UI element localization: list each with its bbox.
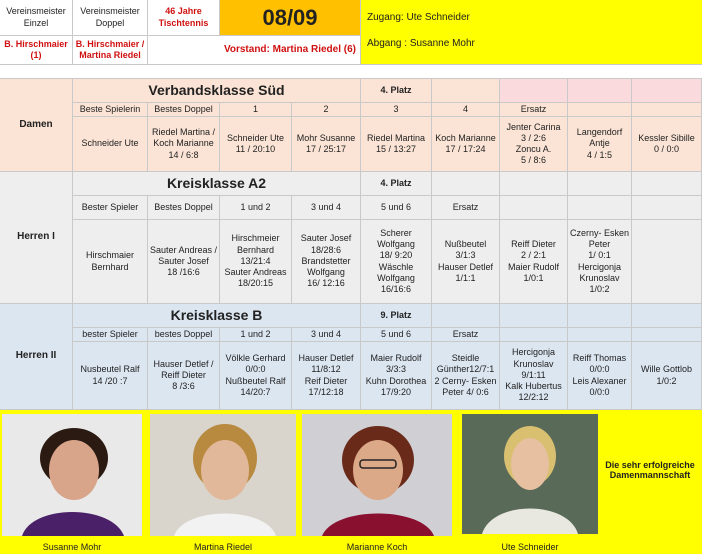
abgang-text: Abgang : Susanne Mohr <box>367 38 475 49</box>
herren1-value-0: Hirschmaier Bernhard <box>73 220 148 304</box>
herren1-value-5: Nußbeutel 3/1:3 Hauser Detlef 1/1:1 <box>432 220 500 304</box>
herren1-col-header-3: 3 und 4 <box>292 196 361 220</box>
herren1-title-filler-8 <box>568 172 632 196</box>
herren1-col-header-5: Ersatz <box>432 196 500 220</box>
damen-col-header-4: 3 <box>361 103 432 117</box>
damen-col-header-5: 4 <box>432 103 500 117</box>
herren2-col-header-2: 1 und 2 <box>220 328 292 342</box>
herren1-col-header-1: Bestes Doppel <box>148 196 220 220</box>
herren2-team-label: Herren II <box>0 304 73 410</box>
damen-title-filler-7 <box>500 79 568 103</box>
damen-value-4: Riedel Martina 15 / 13:27 <box>361 117 432 172</box>
season-title: 08/09 <box>220 0 361 36</box>
herren2-col-header-3: 3 und 4 <box>292 328 361 342</box>
damen-col-header-8 <box>632 103 702 117</box>
vm-doppel-label: Vereinsmeister Doppel <box>73 0 148 36</box>
photo-martina-riedel <box>150 414 296 536</box>
herren2-title-filler-9 <box>632 304 702 328</box>
herren1-value-4: Scherer Wolfgang 18/ 9:20 Wäschle Wolfgang 16/16:6 <box>361 220 432 304</box>
damen-col-header-7 <box>568 103 632 117</box>
damen-col-header-1: Bestes Doppel <box>148 103 220 117</box>
herren1-title-filler-7 <box>500 172 568 196</box>
damen-league-title: Verbandsklasse Süd <box>73 79 361 103</box>
herren2-value-1: Hauser Detlef / Reiff Dieter 8 /3:6 <box>148 342 220 410</box>
damen-title-filler-8 <box>568 79 632 103</box>
caption-3: Marianne Koch <box>346 542 408 552</box>
slogan-text: Die sehr erfolgreiche Damenmannschaft <box>605 460 695 480</box>
herren2-col-header-6 <box>500 328 568 342</box>
damen-value-1: Riedel Martina / Koch Marianne 14 / 6:8 <box>148 117 220 172</box>
damen-team-label: Damen <box>0 79 73 172</box>
herren2-value-8: Wille Gottlob 1/0:2 <box>632 342 702 410</box>
caption-2: Martina Riedel <box>193 542 253 552</box>
damen-col-header-0: Beste Spielerin <box>73 103 148 117</box>
damen-title-filler-6 <box>432 79 500 103</box>
damen-value-8: Kessler Sibille 0 / 0:0 <box>632 117 702 172</box>
herren1-league-title: Kreisklasse A2 <box>73 172 361 196</box>
damen-value-6: Jenter Carina 3 / 2:6 Zoncu A. 5 / 8:6 <box>500 117 568 172</box>
herren2-col-header-7 <box>568 328 632 342</box>
herren1-title-filler-6 <box>432 172 500 196</box>
vorstand-label: Vorstand: Martina Riedel (6) <box>148 36 361 65</box>
spacer-row <box>0 65 702 79</box>
herren1-value-6: Reiff Dieter 2 / 2:1 Maier Rudolf 1/0:1 <box>500 220 568 304</box>
damen-col-header-6: Ersatz <box>500 103 568 117</box>
caption-4: Ute Schneider <box>501 542 559 552</box>
herren1-value-2: Hirschmeier Bernhard 13/21:4 Sauter Andreas 18/20:15 <box>220 220 292 304</box>
herren2-col-header-5: Ersatz <box>432 328 500 342</box>
photo-ute-schneider <box>462 414 598 534</box>
herren2-value-3: Hauser Detlef 11/8:12 Reif Dieter 17/12:18 <box>292 342 361 410</box>
herren2-value-2: Völkle Gerhard 0/0:0 Nußbeutel Ralf 14/20:7 <box>220 342 292 410</box>
champion-einzel: B. Hirschmaier (1) <box>0 36 73 65</box>
zugang-abgang-box <box>361 0 702 65</box>
zugang-text: Zugang: Ute Schneider <box>367 12 470 23</box>
herren2-league-title: Kreisklasse B <box>73 304 361 328</box>
herren1-col-header-0: Bester Spieler <box>73 196 148 220</box>
herren2-title-filler-6 <box>432 304 500 328</box>
herren1-team-label: Herren I <box>0 172 73 304</box>
champion-doppel: B. Hirschmaier / Martina Riedel <box>73 36 148 65</box>
herren2-title-filler-8 <box>568 304 632 328</box>
photo-marianne-koch <box>302 414 452 536</box>
herren1-value-1: Sauter Andreas / Sauter Josef 18 /16:6 <box>148 220 220 304</box>
herren1-platz: 4. Platz <box>361 172 432 196</box>
herren1-col-header-4: 5 und 6 <box>361 196 432 220</box>
herren1-value-8 <box>632 220 702 304</box>
herren2-value-6: Hercigonja Krunoslav 9/1:11 Kalk Hubertus 12/2:12 <box>500 342 568 410</box>
herren2-col-header-4: 5 und 6 <box>361 328 432 342</box>
herren2-value-7: Reiff Thomas 0/0:0 Leis Alexaner 0/0:0 <box>568 342 632 410</box>
damen-col-header-3: 2 <box>292 103 361 117</box>
damen-platz: 4. Platz <box>361 79 432 103</box>
herren1-value-3: Sauter Josef 18/28:6 Brandstetter Wolfgang 16/ 12:16 <box>292 220 361 304</box>
herren2-col-header-1: bestes Doppel <box>148 328 220 342</box>
herren2-col-header-0: bester Spieler <box>73 328 148 342</box>
herren2-platz: 9. Platz <box>361 304 432 328</box>
herren2-title-filler-7 <box>500 304 568 328</box>
herren1-col-header-7 <box>568 196 632 220</box>
damen-value-2: Schneider Ute 11 / 20:10 <box>220 117 292 172</box>
damen-value-7: Langendorf Antje 4 / 1:5 <box>568 117 632 172</box>
herren1-title-filler-9 <box>632 172 702 196</box>
jahre-label: 46 Jahre Tischtennis <box>148 0 220 36</box>
caption-1: Susanne Mohr <box>42 542 102 552</box>
herren2-value-0: Nusbeutel Ralf 14 /20 :7 <box>73 342 148 410</box>
damen-col-header-2: 1 <box>220 103 292 117</box>
photo-susanne-mohr <box>2 414 142 536</box>
herren2-value-4: Maier Rudolf 3/3:3 Kuhn Dorothea 17/9:20 <box>361 342 432 410</box>
herren2-value-5: Steidle Günther12/7:1 2 Cerny- Esken Peter 4/ 0:6 <box>432 342 500 410</box>
herren1-col-header-2: 1 und 2 <box>220 196 292 220</box>
damen-value-3: Mohr Susanne 17 / 25:17 <box>292 117 361 172</box>
damen-value-5: Koch Marianne 17 / 17:24 <box>432 117 500 172</box>
herren1-col-header-6 <box>500 196 568 220</box>
damen-value-0: Schneider Ute <box>73 117 148 172</box>
damen-title-filler-9 <box>632 79 702 103</box>
herren2-col-header-8 <box>632 328 702 342</box>
vm-einzel-label: Vereinsmeister Einzel <box>0 0 73 36</box>
herren1-value-7: Czerny- Esken Peter 1/ 0:1 Hercigonja Krunoslav 1/0:2 <box>568 220 632 304</box>
herren1-col-header-8 <box>632 196 702 220</box>
